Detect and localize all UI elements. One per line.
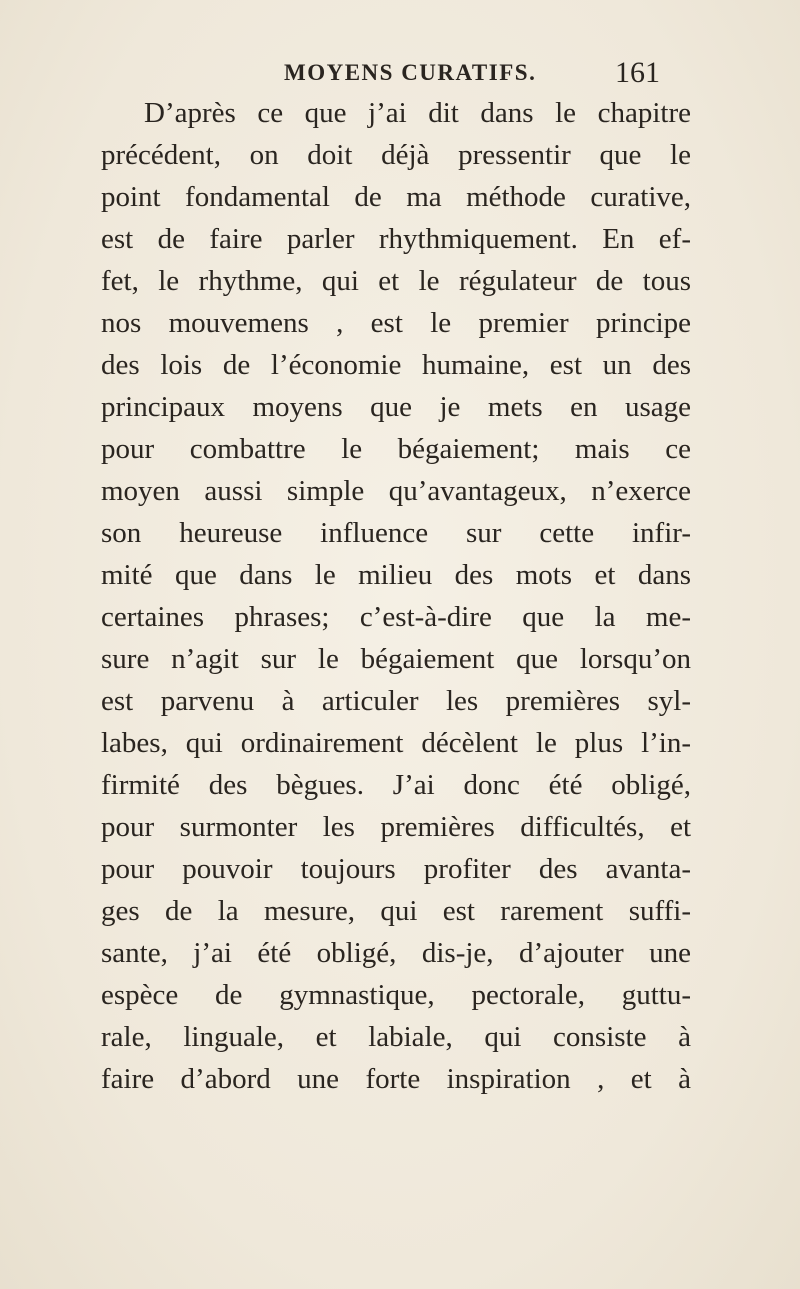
text-line: rale, linguale, et labiale, qui consiste à xyxy=(101,1021,691,1053)
text-line: pour pouvoir toujours profiter des avanta- xyxy=(101,853,691,885)
text-line: sante, j’ai été obligé, dis-je, d’ajouter une xyxy=(101,937,691,969)
text-line: précédent, on doit déjà pressentir que le xyxy=(101,139,691,171)
text-line: pour combattre le bégaiement; mais ce xyxy=(101,433,691,465)
text-line: nos mouvemens , est le premier principe xyxy=(101,307,691,339)
body-text xyxy=(101,92,691,1100)
text-line: fet, le rhythme, qui et le régulateur de tous xyxy=(101,265,691,297)
text-line: ges de la mesure, qui est rarement suffi- xyxy=(101,895,691,927)
text-line: sure n’agit sur le bégaiement que lorsqu’on xyxy=(101,643,691,675)
running-title: MOYENS CURATIFS. xyxy=(284,60,537,85)
text-line: D’après ce que j’ai dit dans le chapitre xyxy=(144,97,691,129)
text-line: principaux moyens que je mets en usage xyxy=(101,391,691,423)
text-line: mité que dans le milieu des mots et dans xyxy=(101,559,691,591)
text-line: firmité des bègues. J’ai donc été obligé, xyxy=(101,769,691,801)
text-line: est de faire parler rhythmiquement. En ef- xyxy=(101,223,691,255)
text-line: certaines phrases; c’est-à-dire que la me- xyxy=(101,601,691,633)
page-number: 161 xyxy=(615,56,660,89)
text-line: moyen aussi simple qu’avantageux, n’exerce xyxy=(101,475,691,507)
text-line: pour surmonter les premières difficultés, et xyxy=(101,811,691,843)
text-line: labes, qui ordinairement décèlent le plus l’in- xyxy=(101,727,691,759)
text-line: espèce de gymnastique, pectorale, guttu- xyxy=(101,979,691,1011)
text-line: est parvenu à articuler les premières syl- xyxy=(101,685,691,717)
text-line: point fondamental de ma méthode curative, xyxy=(101,181,691,213)
text-line: son heureuse influence sur cette infir- xyxy=(101,517,691,549)
text-line: des lois de l’économie humaine, est un des xyxy=(101,349,691,381)
text-line: faire d’abord une forte inspiration , et à xyxy=(101,1063,691,1095)
